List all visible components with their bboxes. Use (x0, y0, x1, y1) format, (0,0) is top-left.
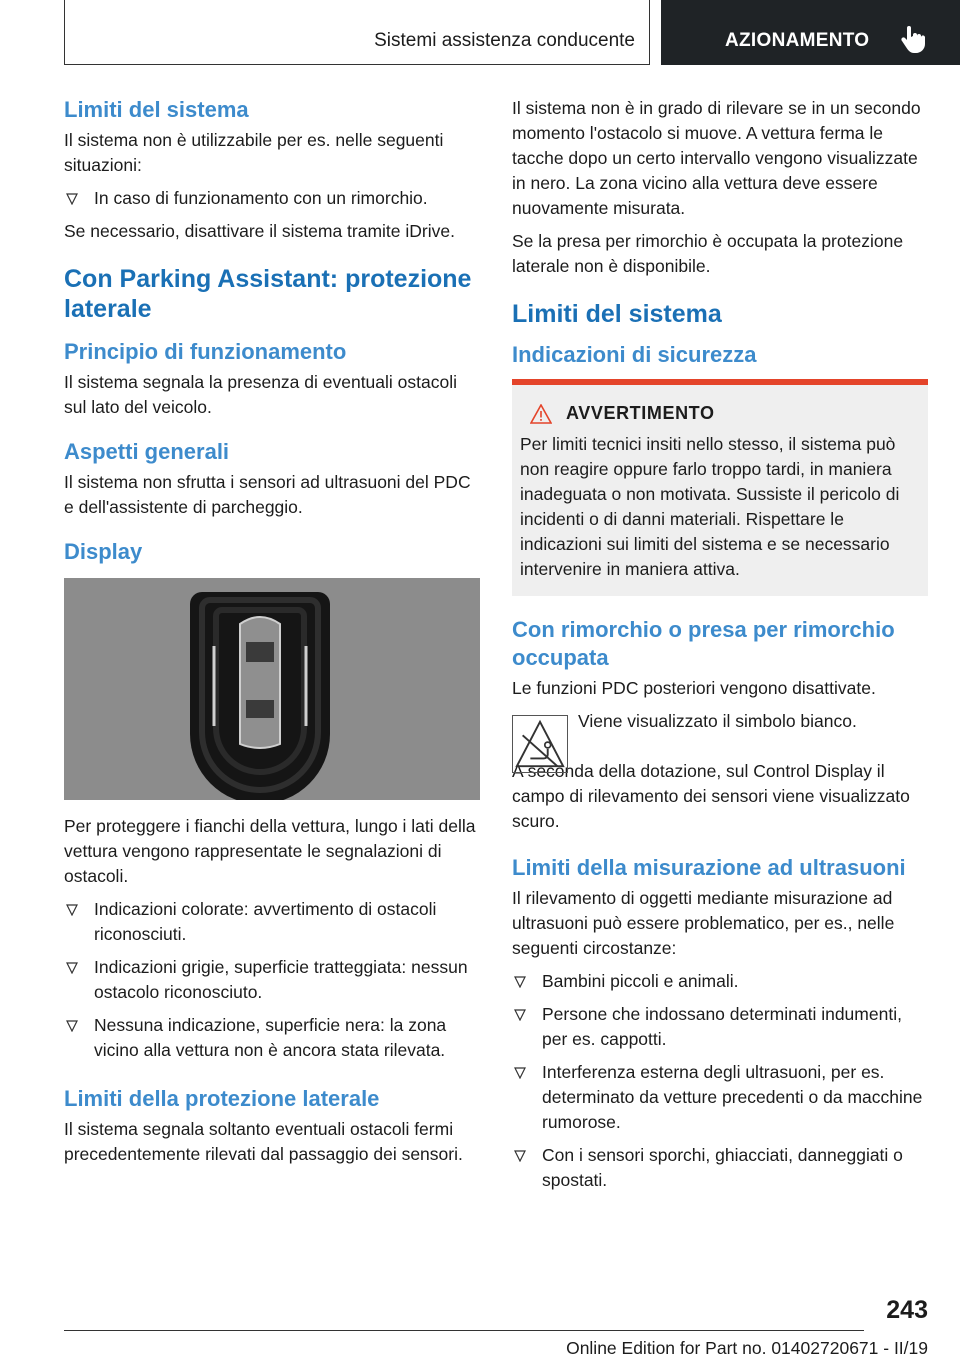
right-column (512, 96, 928, 1201)
warning-title: AVVERTIMENTO (530, 403, 918, 424)
paragraph-limiti: Il sistema non è utilizzabile per es. nelle seguenti situazioni: (64, 130, 444, 175)
paragraph-presa: Se la presa per rimorchio è occupata la protezione laterale non è disponibile. (512, 231, 904, 276)
triangle-bullet-icon (514, 1067, 526, 1079)
heading-rimorchio: Con rimorchio o presa per rimorchio occupata (512, 617, 895, 670)
list-item: Indicazioni grigie, superficie tratteggiata: nessun ostacolo riconosciuto. (64, 955, 482, 1005)
paragraph-misurazione: Il rilevamento di oggetti mediante misurazione ad ultrasuoni può essere problematico, per es., nelle seguenti circostanze: (512, 888, 895, 958)
chapter-title: AZIONAMENTO (725, 30, 870, 51)
header-chapter (661, 0, 960, 65)
paragraph-display: Per proteggere i fianchi della vettura, lungo i lati della vettura vengono rappresentate le segnalazioni di ostacoli. (64, 816, 476, 886)
heading-parking-assistant: Con Parking Assistant: protezione laterale (64, 265, 472, 323)
trailer-hitch-icon (512, 715, 568, 773)
list-display (64, 897, 482, 1063)
triangle-bullet-icon (514, 1150, 526, 1162)
footer-edition: Online Edition for Part no. 01402720671 - II/19 (566, 1338, 928, 1358)
warning-text: Per limiti tecnici insiti nello stesso, il sistema può non reagire oppure farlo troppo tardi, in maniera inadeguata o non motivata. Sussiste il pericolo di incidenti o di danni materiali. Rispettare le indicazioni sui limiti del sistema e se necessario intervenire in maniera attiva. (520, 434, 900, 579)
triangle-bullet-icon (514, 1009, 526, 1021)
header-section-title: Sistemi assistenza conducente (64, 0, 650, 65)
list-limiti (64, 186, 482, 211)
paragraph-simbolo: Viene visualizzato il simbolo bianco. (578, 711, 857, 731)
left-column (64, 96, 482, 1175)
warning-box (512, 379, 928, 596)
warning-triangle-icon (530, 404, 552, 424)
list-item: Nessuna indicazione, superficie nera: la zona vicino alla vettura non è ancora stata rilevata. (64, 1013, 482, 1063)
heading-sicurezza: Indicazioni di sicurezza (512, 342, 757, 367)
paragraph-top: Il sistema non è in grado di rilevare se in un secondo momento l'ostacolo si muove. A vettura ferma le tacche dopo un certo intervallo vengono visualizzate in nero. La zona vicino alla vettura deve essere nuovamente misurata. (512, 98, 921, 218)
heading-misurazione: Limiti della misurazione ad ultrasuoni (512, 855, 906, 880)
triangle-bullet-icon (66, 904, 78, 916)
paragraph-disattivare: Se necessario, disattivare il sistema tramite iDrive. (64, 221, 455, 241)
heading-limiti-sistema: Limiti del sistema (64, 97, 249, 122)
list-item: Indicazioni colorate: avvertimento di ostacoli riconosciuti. (64, 897, 482, 947)
paragraph-principio: Il sistema segnala la presenza di eventuali ostacoli sul lato del veicolo. (64, 372, 457, 417)
triangle-bullet-icon (66, 962, 78, 974)
triangle-bullet-icon (66, 1020, 78, 1032)
car-top-view-illustration (64, 578, 480, 800)
paragraph-limiti-protezione: Il sistema segnala soltanto eventuali ostacoli fermi precedentemente rilevati dal passaggio dei sensori. (64, 1119, 463, 1164)
page-number: 243 (886, 1296, 928, 1324)
side-protection-display-image (64, 578, 480, 800)
list-item: Persone che indossano determinati indumenti, per es. cappotti. (512, 1002, 928, 1052)
paragraph-aspetti: Il sistema non sfrutta i sensori ad ultrasuoni del PDC e dell'assistente di parcheggio. (64, 472, 471, 517)
paragraph-seconda: A seconda della dotazione, sul Control Display il campo di rilevamento dei sensori viene visualizzato scuro. (512, 761, 910, 831)
list-item: Interferenza esterna degli ultrasuoni, per es. determinato da vetture precedenti o da macchine rumorose. (512, 1060, 928, 1135)
heading-display: Display (64, 539, 143, 564)
footer-divider (64, 1330, 864, 1331)
list-item: Con i sensori sporchi, ghiacciati, danneggiati o spostati. (512, 1143, 928, 1193)
list-item: In caso di funzionamento con un rimorchio. (64, 186, 482, 211)
hand-pointer-icon (897, 24, 927, 54)
heading-principio: Principio di funzionamento (64, 339, 347, 364)
triangle-bullet-icon (66, 193, 78, 205)
list-misurazione (512, 969, 928, 1193)
list-item: Bambini piccoli e animali. (512, 969, 928, 994)
heading-aspetti: Aspetti generali (64, 439, 230, 464)
triangle-bullet-icon (514, 976, 526, 988)
paragraph-rimorchio: Le funzioni PDC posteriori vengono disattivate. (512, 678, 876, 698)
heading-limiti-sistema-right: Limiti del sistema (512, 300, 722, 328)
heading-limiti-protezione: Limiti della protezione laterale (64, 1086, 380, 1111)
